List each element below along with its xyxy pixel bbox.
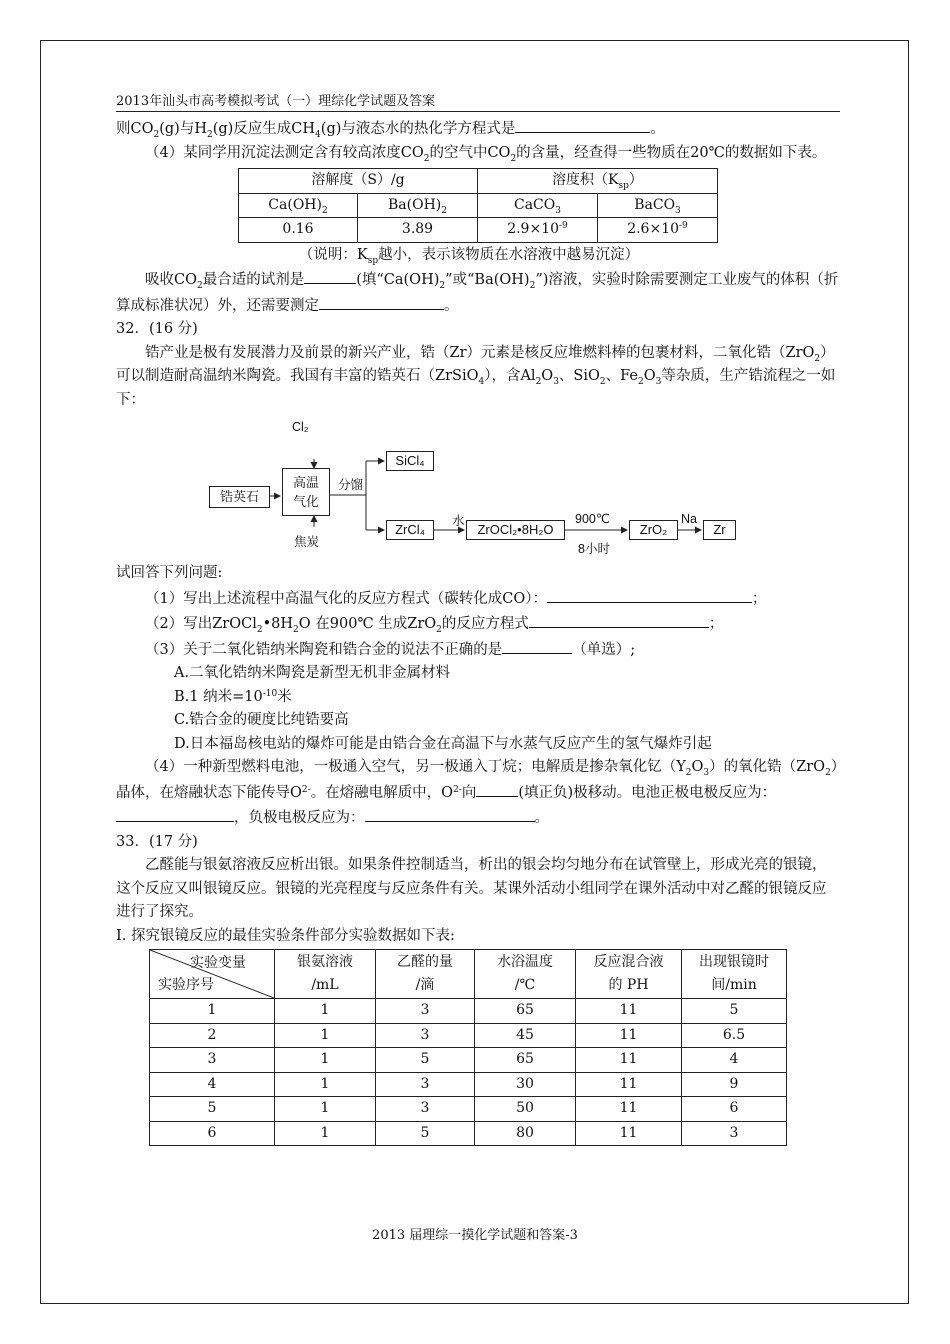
cl2-label: Cl₂ bbox=[292, 420, 309, 434]
gasify-box: 高温 气化 bbox=[282, 468, 330, 516]
diagonal-header-cell bbox=[150, 950, 275, 999]
q32-sub4: （4）一种新型燃料电池，一极通入空气，另一极通入丁烷；电解质是掺杂氧化钇$(Y_2O_3)$的氧化锆（ZrO$_2$）晶体，在熔融状态下能传导$O^{2-}$。在熔融电解质中，$O^{2-}$向 (填正负)极移动。电池正极电极反应为：，负极电极反应为： 。 bbox=[116, 759, 839, 826]
q33-heading: 33．(17 分) bbox=[116, 833, 198, 850]
table-row: 2 1 3 45 11 6.5 bbox=[150, 1023, 787, 1048]
table-header: 出现银镜时 间/min bbox=[682, 950, 787, 999]
table-row: 1 1 3 65 11 5 bbox=[150, 999, 787, 1024]
option-d: D.日本福岛核电站的爆炸可能是由锆合金在高温下与水蒸气反应产生的氢气爆炸引起 bbox=[174, 735, 712, 752]
table-header: 水浴温度 /℃ bbox=[475, 950, 576, 999]
distill-label: 分馏 bbox=[338, 478, 364, 492]
page-header: 2013年汕头市高考模拟考试（一）理综化学试题及答案 bbox=[116, 94, 840, 112]
table-header: 乙醛的量 /滴 bbox=[376, 950, 475, 999]
table-header: 溶解度（S）/g bbox=[239, 169, 478, 194]
table-note: （说明：$K_{sp}$越小，表示该物质在水溶液中越易沉淀） bbox=[298, 246, 640, 266]
answer-blank[interactable] bbox=[304, 267, 356, 284]
q31-part4: （4）某同学用沉淀法测定含有较高浓度$CO_2$的空气中$CO_2$的含量，经查得一些物质在20℃的数据如下表。 bbox=[145, 144, 827, 164]
table-row: 3 1 5 65 11 4 bbox=[150, 1048, 787, 1073]
q33-part1: Ⅰ. 探究银镜反应的最佳实验条件部分实验数据如下表: bbox=[116, 927, 455, 944]
answer-blank[interactable] bbox=[502, 637, 572, 654]
coke-label: 焦炭 bbox=[294, 535, 320, 549]
answer-blank[interactable] bbox=[319, 293, 444, 310]
table-row: 5 1 3 50 11 6 bbox=[150, 1097, 787, 1122]
table-cell: CaCO$_3$ bbox=[478, 193, 598, 218]
water-label: 水 bbox=[452, 514, 465, 528]
solubility-table bbox=[238, 168, 718, 243]
q32-heading: 32．(16 分) bbox=[116, 321, 198, 337]
table-header: 反应混合液 的 PH bbox=[576, 950, 682, 999]
answer-blank[interactable] bbox=[116, 805, 234, 822]
sicl4-box: SiCl₄ bbox=[386, 451, 434, 471]
na-label: Na bbox=[681, 512, 697, 526]
answer-blank[interactable] bbox=[365, 805, 535, 822]
option-a: A.二氧化锆纳米陶瓷是新型无机非金属材料 bbox=[174, 665, 451, 681]
temp-label: 900℃ bbox=[575, 512, 610, 526]
diag-bottom-label: 实验序号 bbox=[158, 977, 214, 993]
q33-intro: 乙醛能与银氨溶液反应析出银。如果条件控制适当，析出的银会均匀地分布在试管壁上，形成光亮的银镜，这个反应又叫银镜反应。银镜的光亮程度与反应条件有关。某课外活动小组同学在课外活动中对乙醛的银镜反应进行了探究。 bbox=[116, 857, 827, 920]
option-b: B.1 纳米$=10^{-10}$米 bbox=[174, 688, 292, 705]
zro2-box: ZrO₂ bbox=[629, 520, 678, 540]
answer-blank[interactable] bbox=[515, 116, 650, 133]
q32-intro: 锆产业是极有发展潜力及前景的新兴产业，锆（Zr）元素是核反应堆燃料棒的包裹材料，二氧化锆（ZrO$_2$）可以制造耐高温纳米陶瓷。我国有丰富的锆英石（ZrSiO$_4$），含$Al_2O_3$、SiO$_2$、$Fe_2O_3$等杂质，生产锆流程之一如下： bbox=[116, 344, 836, 408]
table-header: 溶度积$(K_{sp})$ bbox=[478, 169, 718, 194]
answer-blank[interactable] bbox=[529, 611, 709, 628]
zrocl2-box: ZrOCl₂•8H₂O bbox=[466, 520, 565, 540]
time-label: 8小时 bbox=[578, 542, 610, 556]
zirconium-flow-diagram bbox=[116, 416, 840, 556]
q32-prompt: 试回答下列问题: bbox=[116, 565, 223, 581]
table-cell: BaCO$_3$ bbox=[598, 193, 718, 218]
table-row: 4 1 3 30 11 9 bbox=[150, 1072, 787, 1097]
table-cell: $Ba(OH)_2$ bbox=[358, 193, 478, 218]
table-row: 6 1 5 80 11 3 bbox=[150, 1121, 787, 1146]
table-cell: 0.16 bbox=[239, 218, 358, 243]
q32-sub1: （1）写出上述流程中高温气化的反应方程式（碳转化成CO）： ； bbox=[116, 586, 840, 612]
silver-mirror-table bbox=[149, 949, 787, 1146]
table-cell: 3.89 bbox=[358, 218, 478, 243]
q31-equation-line: 则$CO_2(g)$与$H_2(g)$反应生成$CH_4(g)$与液态水的热化学方程式是 。 bbox=[116, 116, 840, 142]
table-cell: $Ca(OH)_2$ bbox=[239, 193, 358, 218]
diag-top-label: 实验变量 bbox=[190, 955, 246, 971]
answer-blank[interactable] bbox=[476, 780, 518, 797]
zr-box: Zr bbox=[703, 520, 736, 540]
page-footer: 2013 届理综一摸化学试题和答案-3 bbox=[372, 1228, 578, 1243]
page-content bbox=[116, 116, 840, 1146]
zrcl4-box: ZrCl₄ bbox=[386, 520, 434, 540]
table-cell: $2.9\times 10^{-9}$ bbox=[478, 218, 598, 243]
q32-sub3: （3）关于二氧化锆纳米陶瓷和锆合金的说法不正确的是 （单选）; bbox=[116, 637, 840, 663]
zircon-box: 锆英石 bbox=[209, 486, 270, 508]
option-c: C.锆合金的硬度比纯锆要高 bbox=[174, 712, 349, 728]
table-cell: $2.6\times 10^{-9}$ bbox=[598, 218, 718, 243]
table-header: 银氨溶液 /mL bbox=[275, 950, 376, 999]
q31-answer: 吸收$CO_2$最合适的试剂是 (填“$Ca(OH)_2$”或“$Ba(OH)_2$”)溶液，实验时除需要测定工业废气的体积（折算成标准状况）外，还需要测定 。 bbox=[116, 267, 840, 318]
q32-sub2: （2）写出$ZrOCl_2•8H_2O$ 在900℃ 生成ZrO$_2$的反应方程式 ； bbox=[116, 611, 840, 637]
answer-blank[interactable] bbox=[547, 586, 752, 603]
